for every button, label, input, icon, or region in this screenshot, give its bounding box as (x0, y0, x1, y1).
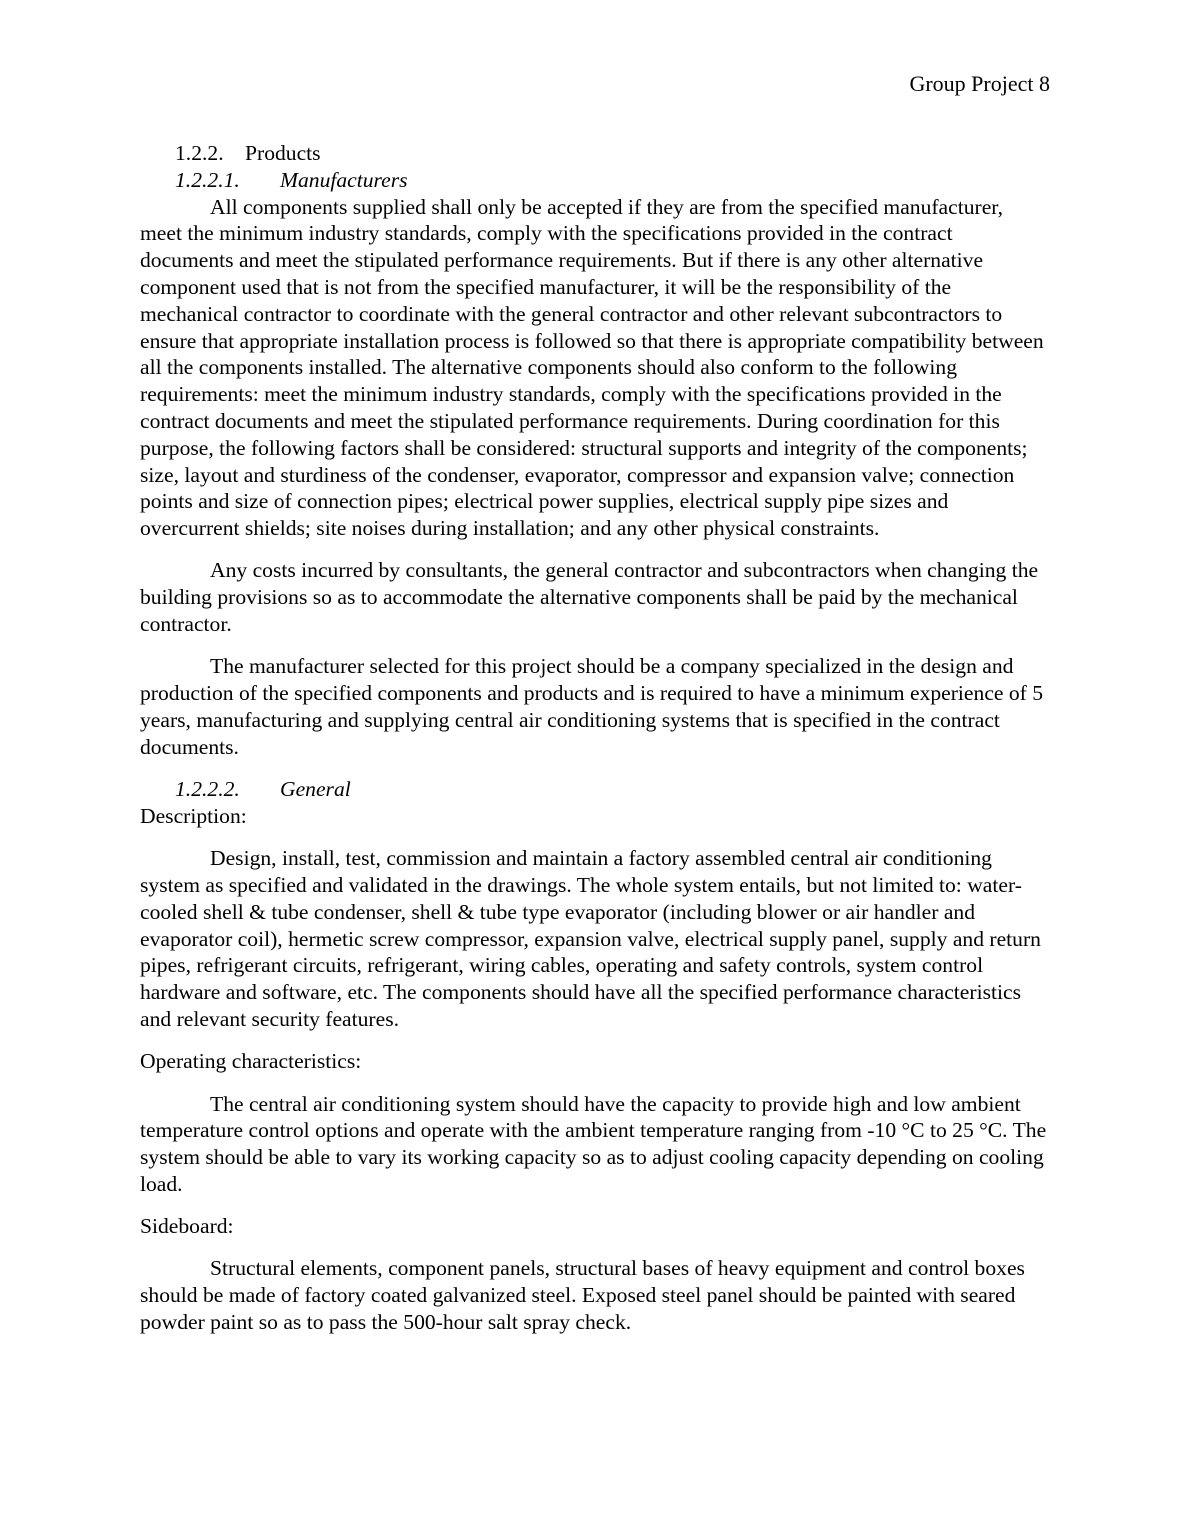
subsection-title: Manufacturers (280, 167, 408, 192)
running-header: Group Project 8 (909, 71, 1050, 96)
description-paragraph: Design, install, test, commission and maintain a factory assembled central air conditioning system as specified and validated in the drawings. The whole system entails, but not limited to: water-cooled shell & tube condenser, shell & tube type evaporator (including blower or air handler and evaporator coil), hermetic screw compressor, expansion valve, electrical supply panel, supply and return pipes, refrigerant circuits, refrigerant, wiring cables, operating and safety controls, system control hardware and software, etc. The components should have all the specified performance characteristics and relevant security features. (140, 846, 1041, 1031)
subsection-heading-general (140, 776, 1050, 803)
manufacturers-paragraph-2: Any costs incurred by consultants, the general contractor and subcontractors when changing the building provisions so as to accommodate the alternative components shall be paid by the mechanical contractor. (140, 558, 1039, 637)
manufacturers-paragraph-1: All components supplied shall only be accepted if they are from the specified manufacturer, meet the minimum industry standards, comply with the specifications provided in the contract documents and meet the stipulated performance requirements. But if there is any other alternative component used that is not from the specified manufacturer, it will be the responsibility of the mechanical contractor to coordinate with the general contractor and other relevant subcontractors to ensure that appropriate installation process is followed so that there is appropriate compatibility between all the components installed. The alternative components should also conform to the following requirements: meet the minimum industry standards, comply with the specifications provided in the contract documents and meet the stipulated performance requirements. During coordination for this purpose, the following factors shall be considered: structural supports and integrity of the components; size, layout and sturdiness of the condenser, evaporator, compressor and expansion valve; connection points and size of connection pipes; electrical power supplies, electrical supply pipe sizes and overcurrent shields; site noises during installation; and any other physical constraints. (140, 194, 1044, 541)
subsection-number: 1.2.2.1. (175, 167, 240, 192)
sideboard-paragraph: Structural elements, component panels, structural bases of heavy equipment and control boxes should be made of factory coated galvanized steel. Exposed steel panel should be painted with seared powder paint so as to pass the 500-hour salt spray check. (140, 1256, 1025, 1335)
subsection-title: General (280, 777, 351, 802)
operating-characteristics-paragraph: The central air conditioning system should have the capacity to provide high and low ambient temperature control options and operate with the ambient temperature ranging from -10 °C to 25 °C. The system should be able to vary its working capacity so as to adjust cooling capacity depending on cooling load. (140, 1091, 1047, 1196)
subsection-heading-manufacturers (140, 167, 1050, 194)
description-label: Description: (140, 803, 247, 828)
document-body (140, 140, 1050, 1351)
section-title: Products (245, 141, 321, 165)
manufacturers-paragraph-3: The manufacturer selected for this project should be a company specialized in the design and production of the specified components and products and is required to have a minimum experience of 5 years, manufacturing and supplying central air conditioning systems that is specified in the contract documents. (140, 654, 1044, 759)
section-heading-products (140, 140, 1050, 167)
subsection-number: 1.2.2.2. (175, 777, 240, 802)
sideboard-label: Sideboard: (140, 1214, 234, 1239)
operating-characteristics-label: Operating characteristics: (140, 1049, 362, 1074)
section-number: 1.2.2. (175, 141, 224, 165)
